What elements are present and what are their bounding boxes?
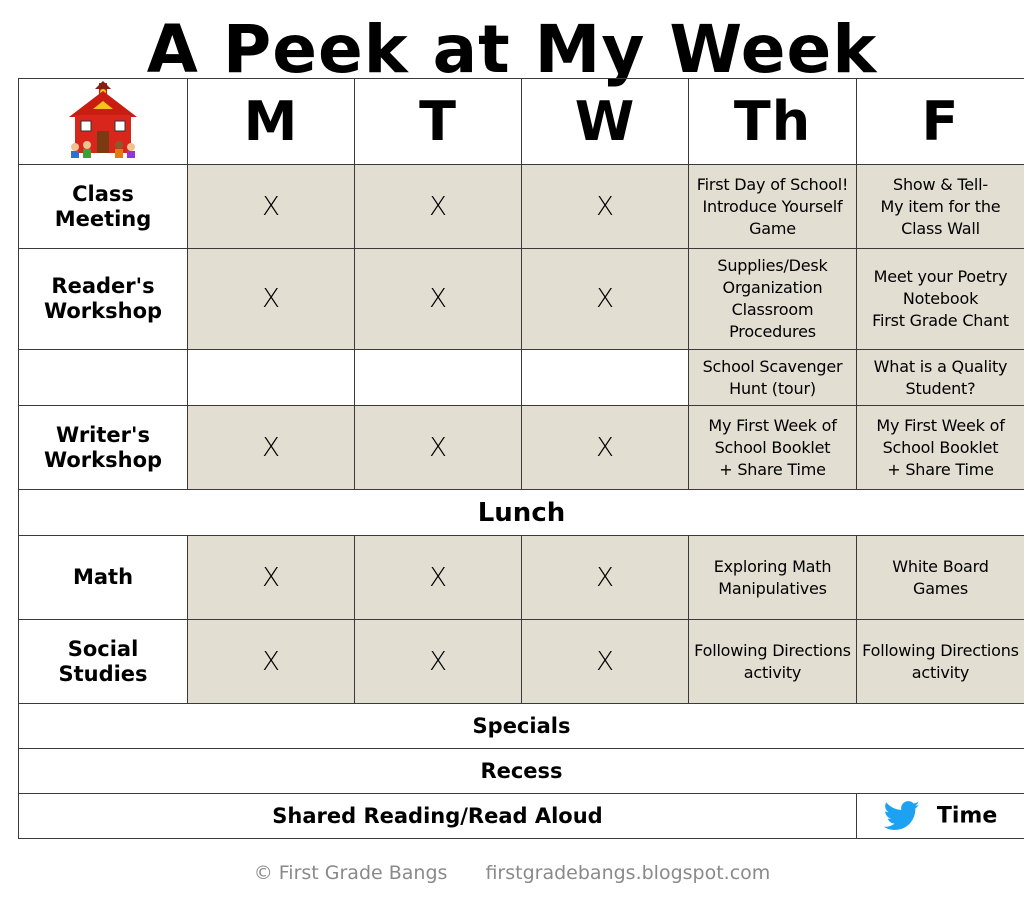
cell-thursday-social-studies: Following Directions activity bbox=[689, 620, 857, 704]
cell-mark: X bbox=[188, 620, 355, 704]
day-header-wednesday: W bbox=[522, 79, 689, 165]
cell-mark: X bbox=[355, 620, 522, 704]
header-row bbox=[19, 79, 1024, 165]
row-specials bbox=[19, 704, 1024, 749]
cell-mark: X bbox=[522, 249, 689, 350]
cell-friday-social-studies: Following Directions activity bbox=[857, 620, 1024, 704]
cell-mark: X bbox=[355, 536, 522, 620]
weekly-schedule-table bbox=[18, 78, 1024, 839]
row-lunch bbox=[19, 490, 1024, 536]
footer-copyright: © First Grade Bangs bbox=[253, 862, 448, 884]
cell-friday-class-meeting: Show & Tell- My item for the Class Wall bbox=[857, 165, 1024, 249]
cell-mark: X bbox=[355, 406, 522, 490]
row-class-meeting bbox=[19, 165, 1024, 249]
cell-blank bbox=[522, 350, 689, 406]
subject-blank bbox=[19, 350, 188, 406]
time-cell bbox=[857, 794, 1024, 839]
cell-mark: X bbox=[188, 249, 355, 350]
cell-mark: X bbox=[188, 165, 355, 249]
cell-mark: X bbox=[188, 536, 355, 620]
subject-math: Math bbox=[19, 536, 188, 620]
row-recess bbox=[19, 749, 1024, 794]
cell-friday-readers-workshop: Meet your Poetry Notebook First Grade Chant bbox=[857, 249, 1024, 350]
subject-readers-workshop: Reader's Workshop bbox=[19, 249, 188, 350]
cell-mark: X bbox=[522, 406, 689, 490]
day-header-thursday: Th bbox=[689, 79, 857, 165]
page-title: A Peek at My Week bbox=[146, 11, 878, 88]
cell-thursday-extra: School Scavenger Hunt (tour) bbox=[689, 350, 857, 406]
row-readers-workshop bbox=[19, 249, 1024, 350]
cell-friday-writers-workshop: My First Week of School Booklet + Share Time bbox=[857, 406, 1024, 490]
schoolhouse-cell bbox=[19, 79, 188, 165]
cell-blank bbox=[188, 350, 355, 406]
bird-icon bbox=[884, 801, 920, 831]
row-shared-reading bbox=[19, 794, 1024, 839]
day-header-tuesday: T bbox=[355, 79, 522, 165]
cell-blank bbox=[355, 350, 522, 406]
row-social-studies bbox=[19, 620, 1024, 704]
lunch-band: Lunch bbox=[19, 490, 1024, 536]
row-extra bbox=[19, 350, 1024, 406]
cell-mark: X bbox=[188, 406, 355, 490]
cell-thursday-class-meeting: First Day of School! Introduce Yourself Game bbox=[689, 165, 857, 249]
subject-social-studies: Social Studies bbox=[19, 620, 188, 704]
footer bbox=[0, 862, 1024, 884]
footer-url: firstgradebangs.blogspot.com bbox=[485, 862, 771, 884]
cell-thursday-math: Exploring Math Manipulatives bbox=[689, 536, 857, 620]
cell-mark: X bbox=[355, 165, 522, 249]
cell-thursday-readers-workshop: Supplies/Desk Organization Classroom Procedures bbox=[689, 249, 857, 350]
cell-mark: X bbox=[355, 249, 522, 350]
row-writers-workshop bbox=[19, 406, 1024, 490]
recess-band: Recess bbox=[19, 749, 1024, 794]
cell-mark: X bbox=[522, 620, 689, 704]
subject-class-meeting: Class Meeting bbox=[19, 165, 188, 249]
day-header-monday: M bbox=[188, 79, 355, 165]
row-math bbox=[19, 536, 1024, 620]
time-label: Time bbox=[936, 803, 998, 829]
shared-reading-band: Shared Reading/Read Aloud bbox=[19, 794, 857, 839]
subject-writers-workshop: Writer's Workshop bbox=[19, 406, 188, 490]
schoolhouse-icon bbox=[65, 81, 141, 159]
cell-thursday-writers-workshop: My First Week of School Booklet + Share Time bbox=[689, 406, 857, 490]
cell-friday-math: White Board Games bbox=[857, 536, 1024, 620]
day-header-friday: F bbox=[857, 79, 1024, 165]
cell-mark: X bbox=[522, 165, 689, 249]
cell-friday-extra: What is a Quality Student? bbox=[857, 350, 1024, 406]
cell-mark: X bbox=[522, 536, 689, 620]
specials-band: Specials bbox=[19, 704, 1024, 749]
